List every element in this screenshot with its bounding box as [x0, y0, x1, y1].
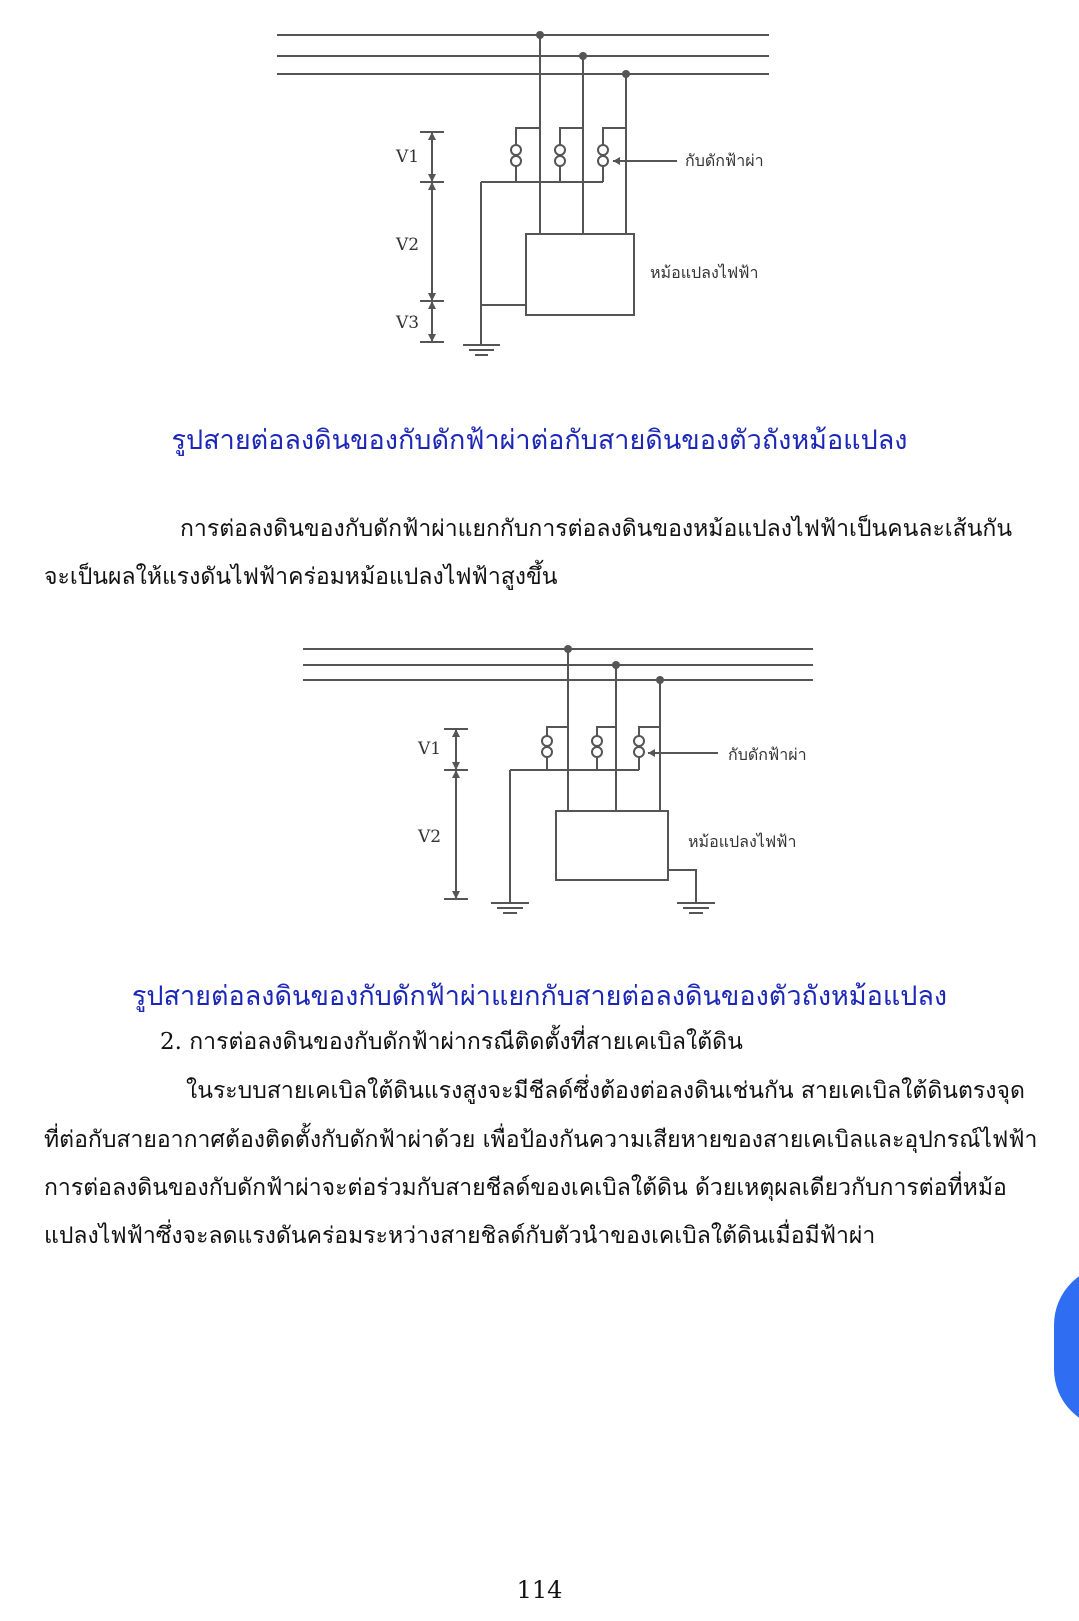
- figure-1: [0, 0, 1079, 370]
- fig1-v1-label: V1: [396, 147, 420, 167]
- paragraph-1-line-2: จะเป็นผลให้แรงดันไฟฟ้าคร่อมหม้อแปลงไฟฟ้าสูงขึ้น: [44, 564, 558, 590]
- section-line-1: ในระบบสายเคเบิลใต้ดินแรงสูงจะมีชีลด์ซึ่งต้องต่อลงดินเช่นกัน สายเคเบิลใต้ดินตรงจุด: [186, 1078, 1025, 1104]
- section-line-3: การต่อลงดินของกับดักฟ้าผ่าจะต่อร่วมกับสายชีลด์ของเคเบิลใต้ดิน ด้วยเหตุผลเดียวกับการต่อที่หม้อ: [44, 1175, 1007, 1201]
- section-line-4: แปลงไฟฟ้าซึ่งจะลดแรงดันคร่อมระหว่างสายชิลด์กับตัวนำของเคเบิลใต้ดินเมื่อมีฟ้าผ่า: [44, 1223, 876, 1249]
- page-number: 114: [516, 1576, 563, 1604]
- paragraph-1-line-1: การต่อลงดินของกับดักฟ้าผ่าแยกกับการต่อลงดินของหม้อแปลงไฟฟ้าเป็นคนละเส้นกัน: [180, 516, 1013, 542]
- figure-2-diagram: [0, 630, 1079, 930]
- fig1-v3-label: V3: [396, 313, 420, 333]
- fig2-transformer-label: หม้อแปลงไฟฟ้า: [688, 832, 797, 851]
- figure-1-diagram: [0, 0, 1079, 370]
- fig2-arrester-label: กับดักฟ้าผ่า: [728, 745, 807, 764]
- section-line-2: ที่ต่อกับสายอากาศต้องติดตั้งกับดักฟ้าผ่าด้วย เพื่อป้องกันความเสียหายของสายเคเบิลและอุปกรณ์ไฟฟ้า: [44, 1127, 1038, 1153]
- fig1-v2-label: V2: [396, 235, 420, 255]
- section-heading: 2. การต่อลงดินของกับดักฟ้าผ่ากรณีติดตั้งที่สายเคเบิลใต้ดิน: [160, 1029, 743, 1055]
- figure-2: [0, 630, 1079, 930]
- fig2-v2-label: V2: [418, 827, 442, 847]
- figure-2-caption: รูปสายต่อลงดินของกับดักฟ้าผ่าแยกกับสายต่อลงดินของตัวถังหม้อแปลง: [131, 981, 948, 1012]
- fig1-arrester-label: กับดักฟ้าผ่า: [685, 151, 764, 170]
- figure-1-caption: รูปสายต่อลงดินของกับดักฟ้าผ่าต่อกับสายดินของตัวถังหม้อแปลง: [171, 425, 908, 456]
- fig2-v1-label: V1: [418, 739, 442, 759]
- fig1-transformer-label: หม้อแปลงไฟฟ้า: [650, 263, 759, 282]
- side-scroll-tab[interactable]: [1054, 1265, 1079, 1429]
